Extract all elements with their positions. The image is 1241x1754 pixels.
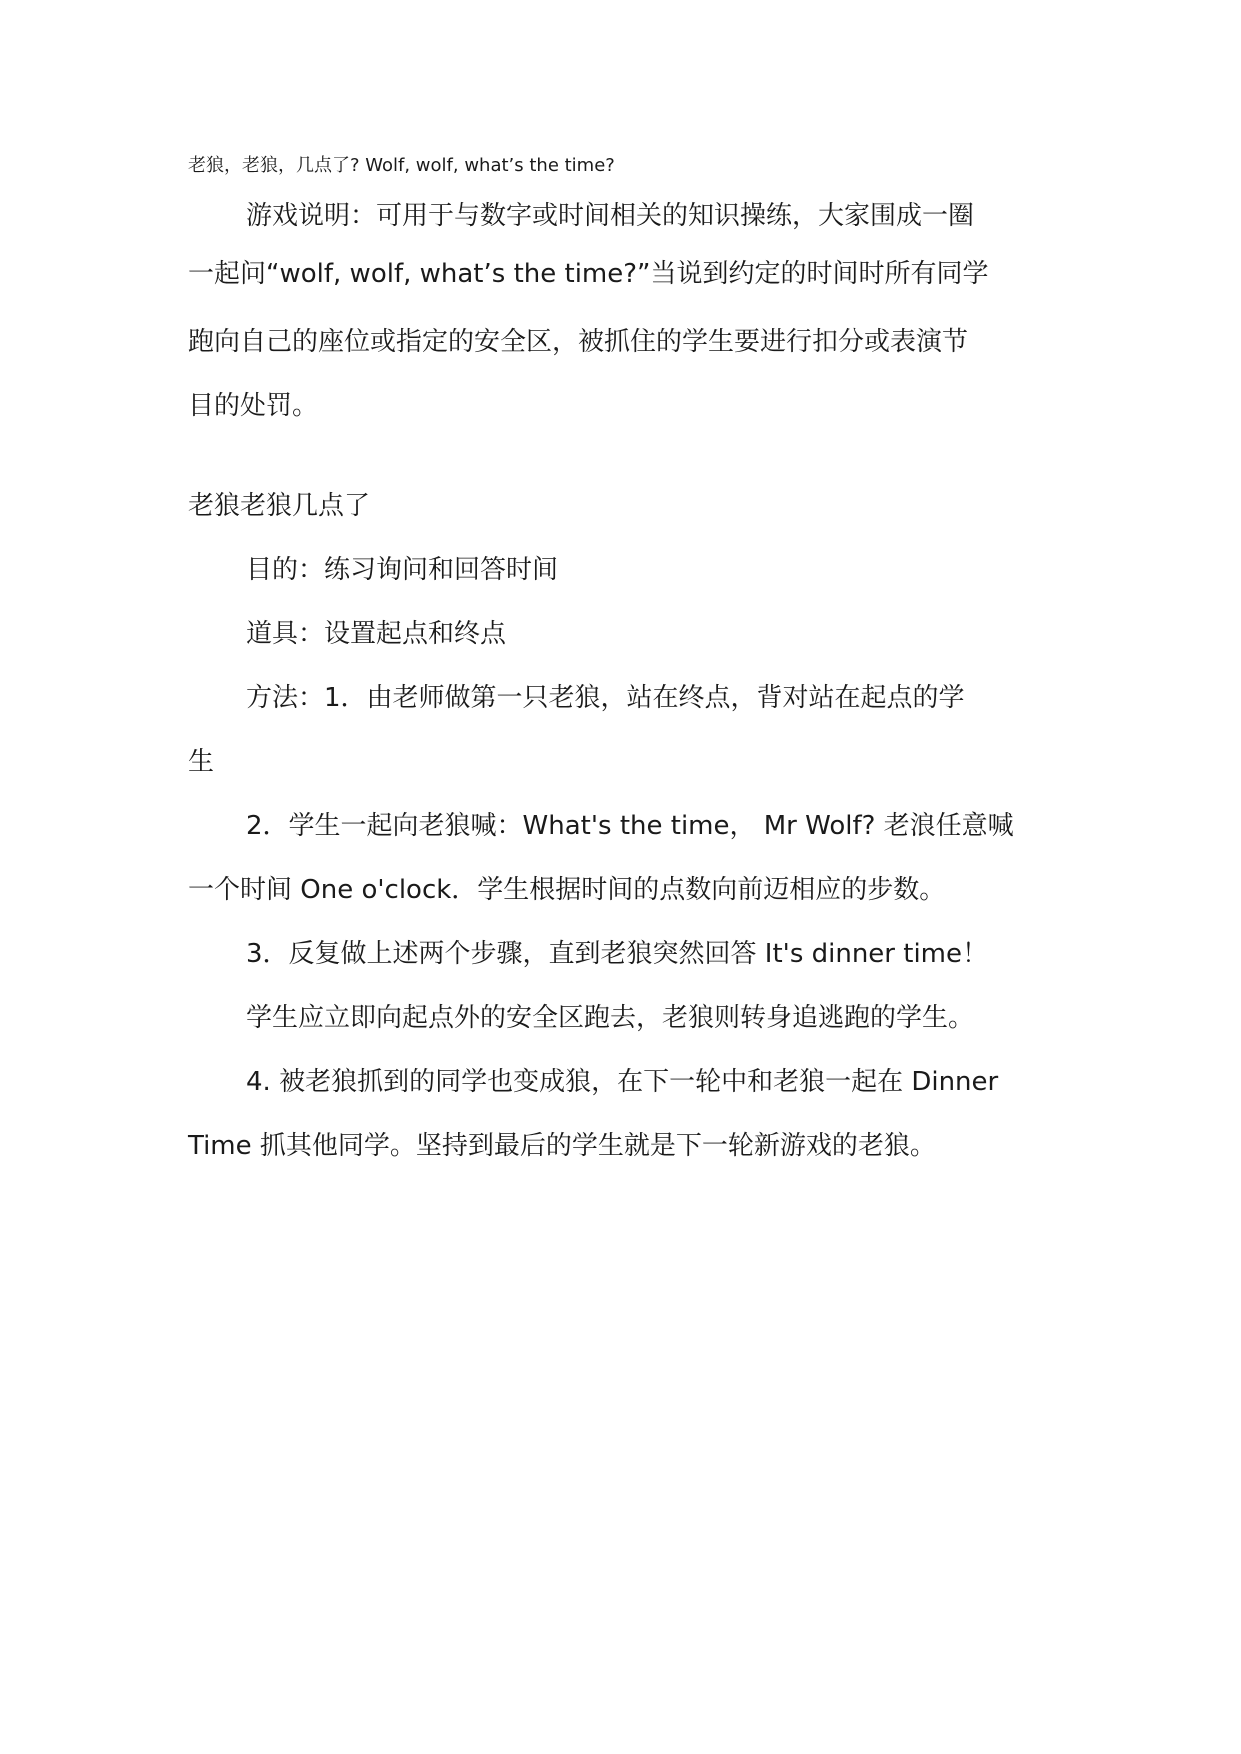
game-desc-line-1: 游戏说明：可用于与数字或时间相关的知识操练，大家围成一圈 bbox=[246, 201, 975, 231]
game-desc-line-2: 一起问“wolf, wolf, what’s the time?”当说到约定的时间时所有同学 bbox=[188, 259, 989, 289]
game-desc-line-3: 跑向自己的座位或指定的安全区，被抓住的学生要进行扣分或表演节 bbox=[188, 327, 969, 357]
step2-line-1: 2．学生一起向老狼喊：What's the time， Mr Wolf? 老浪任意喊 bbox=[246, 811, 1014, 841]
props-line: 道具：设置起点和终点 bbox=[246, 619, 507, 649]
step4-line-1: 4. 被老狼抓到的同学也变成狼，在下一轮中和老狼一起在 Dinner bbox=[246, 1067, 999, 1097]
step3-continuation-line: 学生应立即向起点外的安全区跑去，老狼则转身追逃跑的学生。 bbox=[246, 1003, 975, 1033]
step2-line-2: 一个时间 One o'clock．学生根据时间的点数向前迈相应的步数。 bbox=[188, 875, 946, 905]
step3-line: 3．反复做上述两个步骤，直到老狼突然回答 It's dinner time！ bbox=[246, 939, 989, 969]
method-line-1: 方法：1．由老师做第一只老狼，站在终点，背对站在起点的学 bbox=[246, 683, 965, 713]
game-desc-line-4: 目的处罚。 bbox=[188, 391, 319, 421]
header-line: 老狼，老狼，几点了? Wolf, wolf, what’s the time? bbox=[188, 155, 615, 176]
step4-line-2: Time 抓其他同学。坚持到最后的学生就是下一轮新游戏的老狼。 bbox=[188, 1131, 936, 1161]
purpose-line: 目的：练习询问和回答时间 bbox=[246, 555, 559, 585]
section-title: 老狼老狼几点了 bbox=[188, 491, 371, 521]
method-line-2: 生 bbox=[188, 747, 215, 777]
